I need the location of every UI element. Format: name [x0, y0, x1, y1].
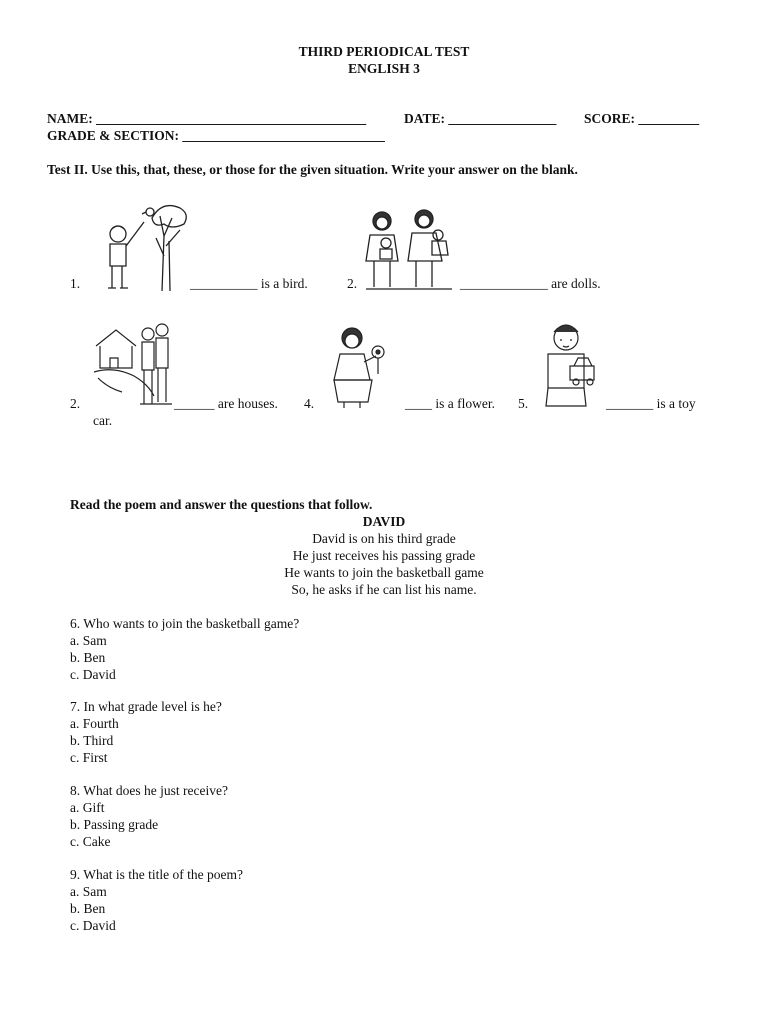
- item-dolls-text: _____________ are dolls.: [460, 276, 601, 291]
- question-text: 6. Who wants to join the basketball game?: [70, 616, 300, 631]
- choice-b: b. Ben: [70, 901, 106, 916]
- boy-toy-car-illustration: [536, 320, 606, 410]
- question-text: 7. In what grade level is he?: [70, 699, 222, 714]
- poem-line: He just receives his passing grade: [292, 548, 476, 563]
- choice-a: a. Fourth: [70, 716, 119, 731]
- choice-b: b. Third: [70, 733, 114, 748]
- item-number: 2.: [70, 396, 81, 411]
- boys-houses-illustration: [92, 318, 174, 410]
- choice-c: c. First: [70, 750, 108, 765]
- choice-c: c. David: [70, 667, 116, 682]
- choice-b: b. Passing grade: [70, 817, 159, 832]
- item-toy-car-wrap: car.: [93, 413, 113, 428]
- score-field: SCORE: _________: [584, 111, 700, 126]
- question-text: 8. What does he just receive?: [70, 783, 228, 798]
- test-subject: ENGLISH 3: [348, 61, 420, 76]
- name-field: NAME: ________________________________________: [47, 111, 367, 126]
- poem-line: David is on his third grade: [312, 531, 456, 546]
- choice-a: a. Gift: [70, 800, 105, 815]
- question-8: [70, 782, 228, 850]
- choice-a: a. Sam: [70, 884, 107, 899]
- choice-c: c. David: [70, 918, 116, 933]
- girl-flower-illustration: [330, 322, 392, 410]
- choice-a: a. Sam: [70, 633, 107, 648]
- choice-c: c. Cake: [70, 834, 111, 849]
- question-9: [70, 866, 243, 934]
- item-number: 5.: [518, 396, 529, 411]
- test2-instruction: Test II. Use this, that, these, or those for the given situation. Write your answer on the blank.: [47, 162, 578, 177]
- date-field: DATE: ________________: [404, 111, 557, 126]
- grade-section-field: GRADE & SECTION: ______________________________: [47, 128, 385, 143]
- boy-bird-tree-illustration: [100, 196, 190, 292]
- poem-line: He wants to join the basketball game: [284, 565, 484, 580]
- choice-b: b. Ben: [70, 650, 106, 665]
- poem-instruction: Read the poem and answer the questions that follow.: [70, 497, 373, 512]
- poem-body: [0, 530, 768, 598]
- item-bird-text: __________ is a bird.: [190, 276, 308, 291]
- question-text: 9. What is the title of the poem?: [70, 867, 243, 882]
- item-flower-text: ____ is a flower.: [405, 396, 495, 411]
- poem-line: So, he asks if he can list his name.: [291, 582, 477, 597]
- item-number: 2.: [347, 276, 358, 291]
- question-6: [70, 615, 299, 683]
- question-7: [70, 698, 222, 766]
- poem-title: DAVID: [362, 514, 406, 529]
- item-number: 4.: [304, 396, 315, 411]
- girls-with-dolls-illustration: [362, 205, 458, 291]
- test-title: THIRD PERIODICAL TEST: [298, 44, 470, 59]
- item-number: 1.: [70, 276, 81, 291]
- item-houses-text: ______ are houses.: [174, 396, 278, 411]
- item-toy-car-text: _______ is a toy: [606, 396, 696, 411]
